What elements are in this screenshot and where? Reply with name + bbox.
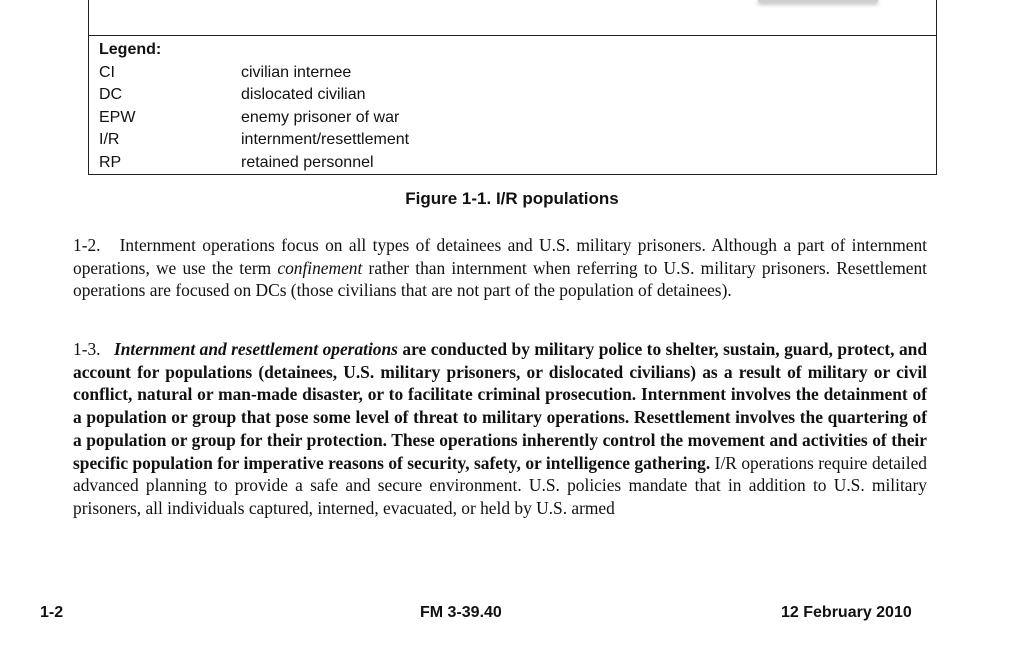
legend-abbr: DC	[99, 86, 123, 103]
paragraph-bold-text: are conducted by military police to shelter, sustain, guard, protect, and account for populations (detainees, U.S. military prisoners, or dislocated civilians) as a result of military or civil conflict, natural or man-made disaster, or to facilitate criminal prosecution. Internment involves the detainment of a population or group that pose some level of threat to military operations. Resettlement involves the quartering of a population or group for their protection. These operations inherently control the movement and activities of their specific population for imperative reasons of security, safety, or intelligence gathering.	[73, 339, 928, 473]
paragraph-text: rather than internment when referring to U.S. military prisoners. Resettlement operations are focused on DCs (those civilians that are not part of the population of detainees).	[73, 257, 928, 301]
paragraph-text: Internment operations focus on all types of detainees and U.S. military prisoners. Although a part of internment operations, we use the term	[73, 235, 927, 278]
paragraph-1-2	[73, 234, 927, 302]
legend-meaning: civilian internee	[241, 63, 352, 81]
legend-row	[99, 62, 409, 85]
paragraph-number: 1-3.	[73, 339, 101, 359]
paragraph-1-3	[73, 338, 927, 520]
page-number: 1-2	[40, 604, 64, 621]
manual-id: FM 3-39.40	[420, 604, 502, 621]
legend-title: Legend:	[99, 41, 162, 58]
legend-row	[99, 152, 409, 175]
legend-abbr: EPW	[99, 108, 136, 126]
paragraph-number: 1-2.	[73, 235, 101, 255]
legend-meaning: retained personnel	[241, 153, 374, 171]
legend	[99, 39, 409, 174]
legend-meaning: enemy prisoner of war	[241, 108, 400, 126]
term-ir-operations: Internment and resettlement operations	[113, 339, 398, 359]
publication-date: 12 February 2010	[781, 604, 912, 621]
figure-caption: Figure 1-1. I/R populations	[405, 189, 619, 208]
legend-row	[99, 84, 409, 107]
legend-abbr: I/R	[99, 131, 120, 148]
figure-graphic-fragment	[758, 0, 878, 2]
paragraph-text: I/R operations require detailed advanced planning to provide a safe and secure environment. U.S. policies mandate that in addition to U.S. military prisoners, all individuals captured, interned, evacuated, or held by U.S. armed	[73, 452, 927, 518]
legend-meaning: internment/resettlement	[241, 131, 410, 148]
figure-box	[88, 0, 937, 175]
legend-row	[99, 129, 409, 152]
legend-abbr: CI	[99, 63, 115, 81]
legend-row	[99, 107, 409, 130]
figure-divider	[89, 35, 936, 36]
term-confinement: confinement	[277, 257, 363, 278]
legend-abbr: RP	[99, 153, 122, 171]
legend-meaning: dislocated civilian	[241, 86, 366, 103]
